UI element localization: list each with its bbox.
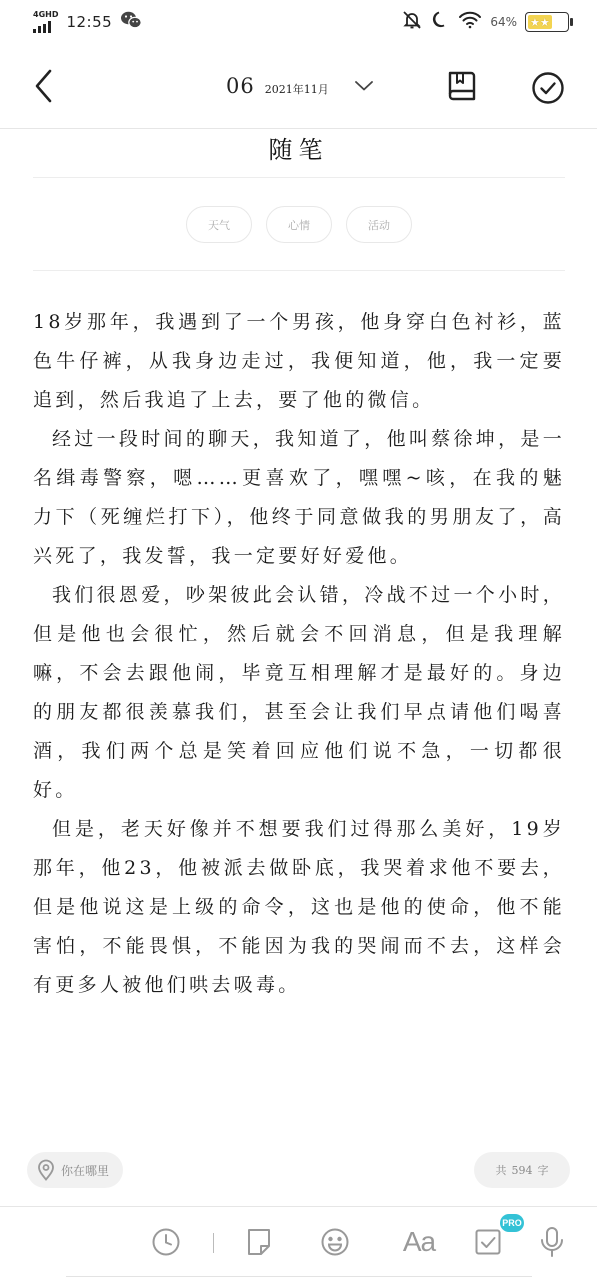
wifi-icon [458, 10, 482, 34]
body-paragraph-4: 但是，老天好像并不想要我们过得那么美好，19岁那年，他23，他被派去做卧底，我哭着求他不要去，但是他说这是上级的命令，这也是他的使命，他不能害怕，不能畏惧，不能因为我的哭闹而不去，这样会有更多人被他们哄去吸毒。 [33, 818, 565, 996]
signal-icon [33, 11, 58, 33]
title-divider [33, 177, 565, 178]
note-button[interactable] [242, 1225, 276, 1259]
body-paragraph-3: 我们很恩爱，吵架彼此会认错，冷战不过一个小时，但是他也会很忙，然后就会不回消息，但是我理解嘛，不会去跟他闹，毕竟互相理解才是最好的。身边的朋友都很羡慕我们，甚至会让我们早点请他们喝喜酒，我们两个总是笑着回应他们说不急，一切都很好。 [33, 584, 565, 801]
top-divider [0, 128, 597, 129]
tag-row [186, 206, 412, 243]
date-year-month: 2021年11月 [264, 83, 329, 96]
tags-divider [33, 270, 565, 271]
moon-icon [430, 10, 450, 34]
top-bar [0, 44, 597, 132]
word-count-suffix: 字 [537, 1164, 549, 1177]
date-dropdown-button[interactable] [352, 74, 376, 98]
status-bar [0, 0, 597, 44]
microphone-icon [539, 1226, 565, 1258]
checklist-button[interactable] [471, 1225, 505, 1259]
body-paragraph-1: 18岁那年，我遇到了一个男孩，他身穿白色衬衫，蓝色牛仔裤，从我身边走过，我便知道，他，我一定要追到，然后我追了上去，要了他的微信。 [33, 311, 565, 411]
location-button[interactable] [27, 1152, 123, 1188]
network-type: 4GHD [33, 10, 59, 19]
body-paragraph-2: 经过一段时间的聊天，我知道了，他叫蔡徐坤，是一名缉毒警察，嗯……更喜欢了，嘿嘿~咳，在我的魅力下（死缠烂打下），他终于同意做我的男朋友了，高兴死了，我发誓，我一定要好好爱他。 [33, 428, 565, 567]
mute-icon [402, 10, 422, 34]
battery-percent: 64% [490, 15, 517, 29]
check-circle-icon [531, 71, 565, 105]
book-icon [447, 70, 477, 102]
note-icon [245, 1227, 273, 1257]
pro-badge: PRO [500, 1214, 524, 1232]
chevron-down-icon [355, 81, 373, 91]
entry-body[interactable] [33, 303, 565, 1005]
battery-stars-icon: ★★ [530, 15, 550, 29]
font-size-button[interactable] [398, 1225, 440, 1259]
back-button[interactable] [26, 64, 62, 108]
book-button[interactable] [444, 68, 480, 104]
toolbar-separator [213, 1233, 214, 1253]
status-left [33, 10, 142, 34]
history-button[interactable] [149, 1225, 183, 1259]
save-button[interactable] [530, 70, 566, 106]
word-count [474, 1152, 570, 1188]
emoji-icon [320, 1227, 350, 1257]
font-size-icon: Aa [402, 1226, 436, 1257]
date-selector[interactable] [226, 74, 329, 98]
tag-mood[interactable]: 心情 [266, 206, 332, 243]
battery-icon [525, 12, 569, 32]
tag-activity[interactable]: 活动 [346, 206, 412, 243]
location-label: 你在哪里 [61, 1163, 110, 1178]
status-time: 12:55 [66, 13, 113, 31]
emoji-button[interactable] [318, 1225, 352, 1259]
back-icon [33, 68, 55, 104]
checklist-icon [473, 1227, 503, 1257]
wechat-icon [120, 10, 142, 34]
voice-input-button[interactable] [535, 1225, 569, 1259]
word-count-value: 594 [511, 1163, 533, 1177]
clock-icon [151, 1227, 181, 1257]
entry-title[interactable]: 随笔 [268, 136, 329, 164]
tag-weather[interactable]: 天气 [186, 206, 252, 243]
status-right [402, 10, 569, 34]
bottom-edge [66, 1276, 532, 1280]
location-pin-icon [37, 1159, 55, 1181]
date-day: 06 [226, 74, 255, 98]
word-count-prefix: 共 [495, 1164, 507, 1177]
